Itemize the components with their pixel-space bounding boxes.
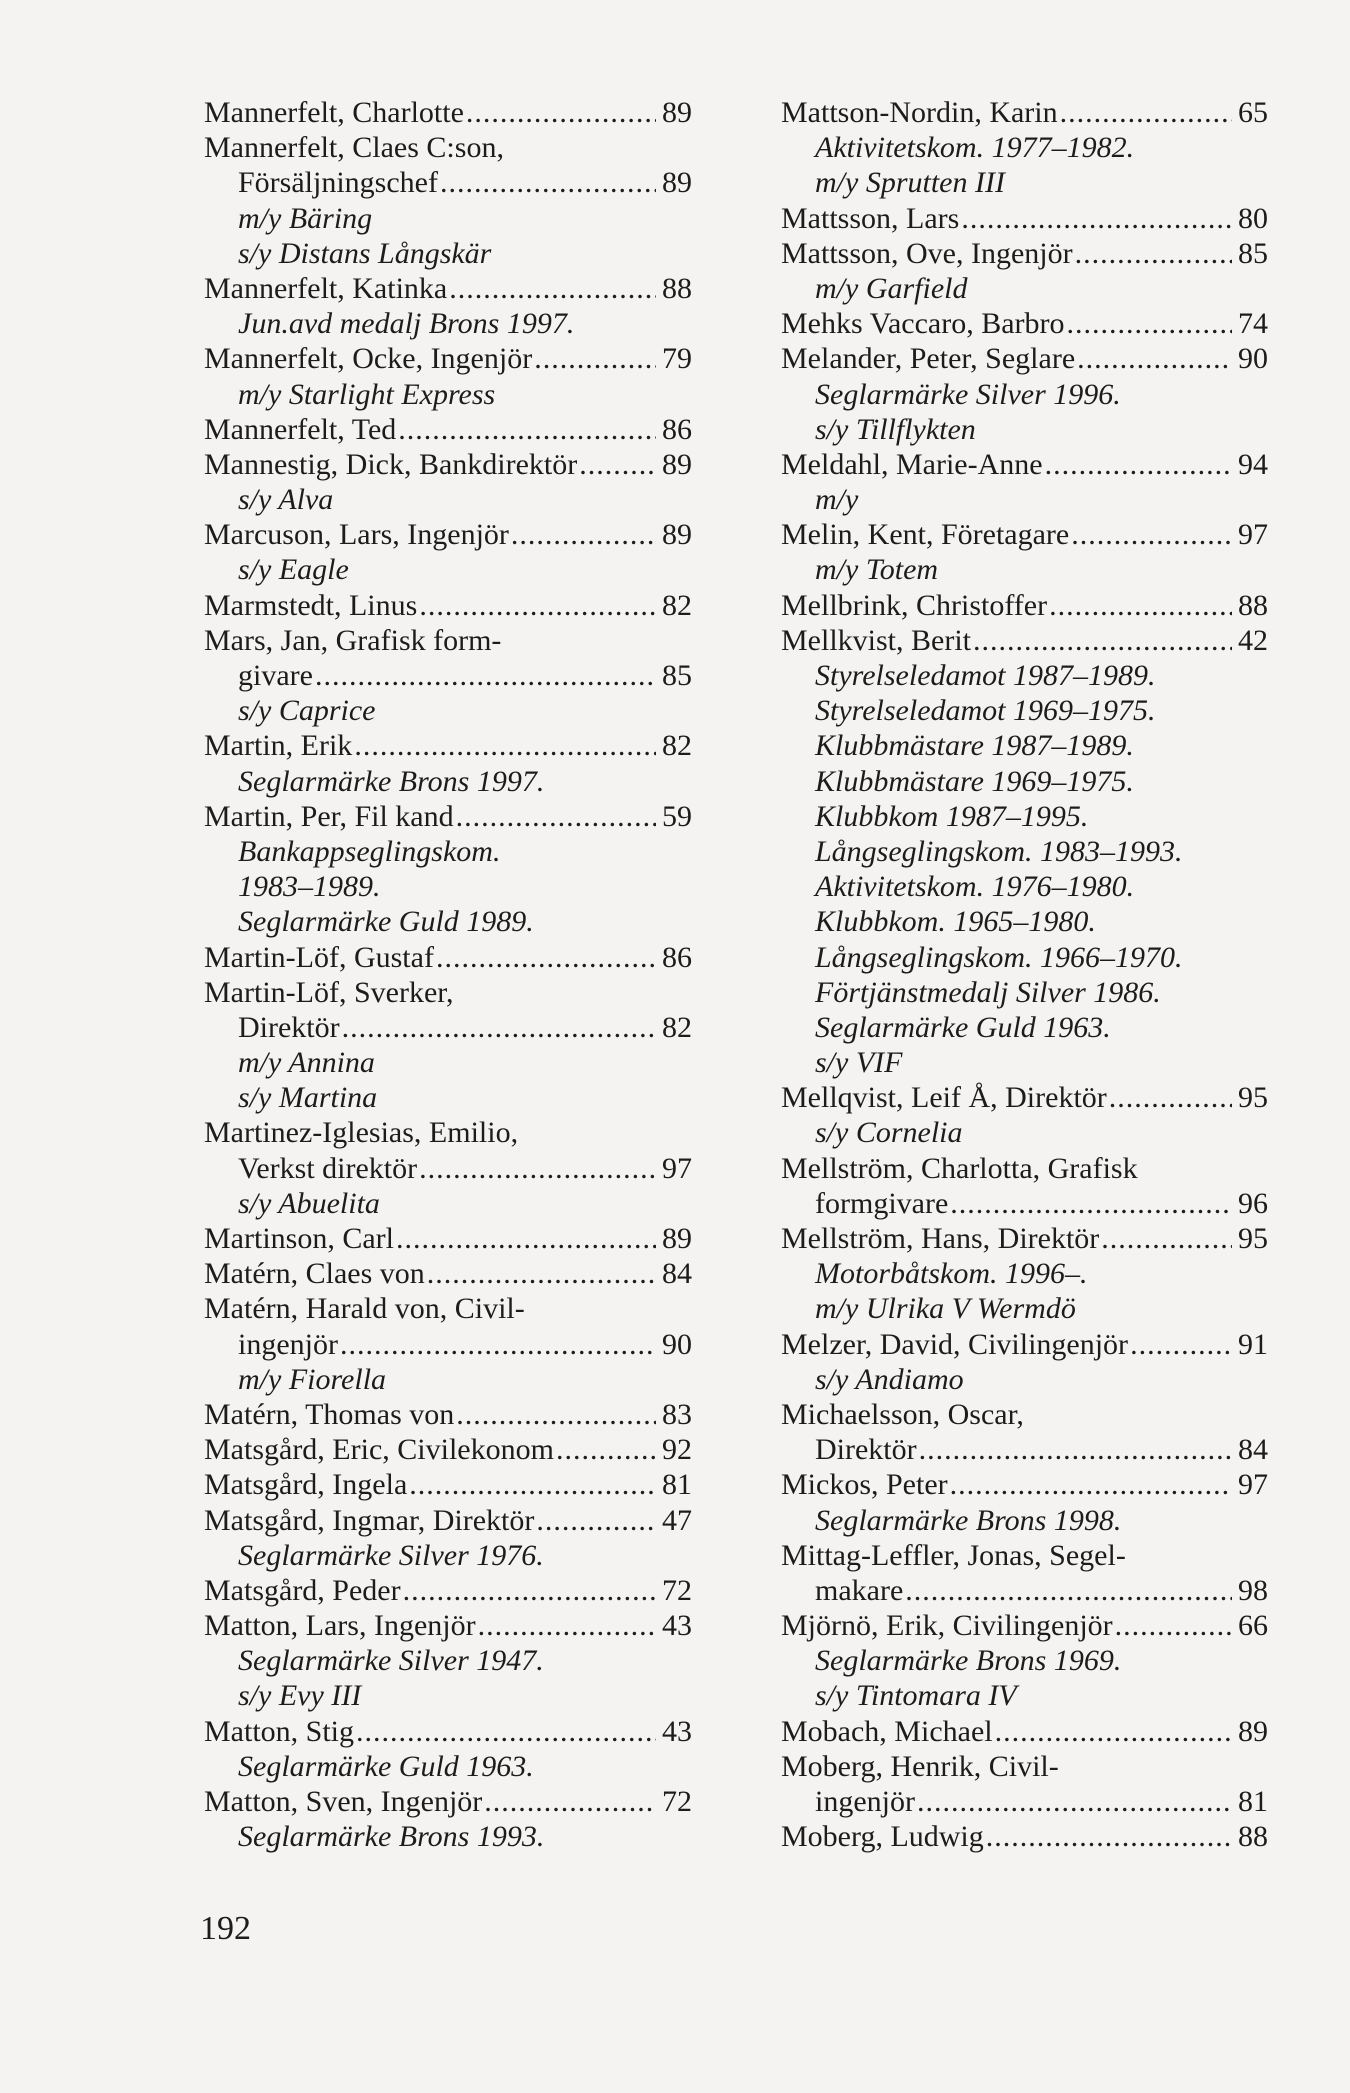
dot-leader bbox=[1067, 306, 1232, 341]
index-entry bbox=[781, 1080, 1268, 1115]
index-entry bbox=[204, 1221, 692, 1256]
entry-name: Mannerfelt, Claes C:son, bbox=[204, 131, 504, 165]
entry-name: Mattsson, Lars bbox=[781, 201, 960, 235]
dot-leader bbox=[1045, 447, 1232, 482]
entry-name: makare bbox=[815, 1573, 904, 1607]
index-note: Seglarmärke Guld 1963. bbox=[815, 1010, 1111, 1044]
entry-name: Matsgård, Ingmar, Direktör bbox=[204, 1503, 535, 1537]
dot-leader bbox=[354, 728, 656, 763]
index-entry bbox=[204, 1151, 692, 1186]
index-note: m/y Fiorella bbox=[238, 1362, 387, 1396]
index-entry bbox=[781, 1432, 1268, 1467]
index-note: s/y Martina bbox=[238, 1081, 378, 1115]
index-entry bbox=[781, 1538, 1268, 1573]
entry-page: 89 bbox=[662, 166, 692, 200]
entry-name: Direktör bbox=[815, 1433, 917, 1467]
dot-leader bbox=[315, 658, 656, 693]
index-note: Aktivitetskom. 1976–1980. bbox=[815, 870, 1135, 904]
entry-name: givare bbox=[238, 659, 313, 692]
index-entry bbox=[204, 799, 692, 834]
page-number: 192 bbox=[200, 1910, 251, 1947]
index-note: Styrelseledamot 1969–1975. bbox=[815, 694, 1156, 728]
entry-page: 88 bbox=[662, 271, 692, 305]
entry-page: 66 bbox=[1238, 1609, 1268, 1643]
dot-leader bbox=[456, 1397, 656, 1432]
index-entry bbox=[781, 588, 1268, 623]
index-note: m/y Garfield bbox=[815, 271, 968, 305]
entry-name: Mannestig, Dick, Bankdirektör bbox=[204, 447, 578, 481]
index-entry bbox=[204, 1397, 692, 1432]
entry-name: ingenjör bbox=[815, 1785, 915, 1818]
entry-name: Mellström, Hans, Direktör bbox=[781, 1222, 1100, 1255]
index-note: s/y Caprice bbox=[238, 694, 376, 728]
entry-page: 90 bbox=[662, 1327, 692, 1361]
index-note: s/y Evy III bbox=[238, 1679, 362, 1713]
entry-page: 97 bbox=[1238, 1468, 1268, 1502]
dot-leader bbox=[356, 1714, 656, 1749]
index-note: s/y Tillflykten bbox=[815, 412, 976, 446]
entry-page: 83 bbox=[662, 1397, 692, 1431]
entry-page: 81 bbox=[1238, 1785, 1268, 1818]
entry-name: Mittag-Leffler, Jonas, Segel- bbox=[781, 1538, 1126, 1572]
index-note: Förtjänstmedalj Silver 1986. bbox=[815, 975, 1161, 1009]
dot-leader bbox=[917, 1784, 1232, 1819]
entry-name: Mellström, Charlotta, Grafisk bbox=[781, 1151, 1138, 1185]
dot-leader bbox=[1130, 1327, 1232, 1362]
dot-leader bbox=[905, 1573, 1232, 1608]
dot-leader bbox=[1101, 1221, 1232, 1256]
entry-name: Mellqvist, Leif Å, Direktör bbox=[781, 1081, 1107, 1115]
dot-leader bbox=[456, 799, 656, 834]
entry-page: 86 bbox=[662, 412, 692, 446]
entry-page: 72 bbox=[662, 1785, 692, 1818]
index-entry bbox=[781, 623, 1268, 658]
entry-page: 74 bbox=[1238, 307, 1268, 341]
dot-leader bbox=[398, 412, 656, 447]
index-note: s/y Cornelia bbox=[815, 1116, 963, 1150]
entry-page: 86 bbox=[662, 940, 692, 974]
index-entry bbox=[204, 940, 692, 975]
entry-name: Matton, Lars, Ingenjör bbox=[204, 1609, 476, 1643]
index-entry bbox=[204, 1256, 692, 1291]
entry-page: 94 bbox=[1238, 447, 1268, 481]
entry-page: 96 bbox=[1238, 1186, 1268, 1220]
dot-leader bbox=[579, 447, 656, 482]
index-entry bbox=[781, 306, 1268, 341]
index-entry bbox=[204, 658, 692, 693]
index-note: Seglarmärke Guld 1963. bbox=[238, 1749, 534, 1783]
index-entry bbox=[781, 447, 1268, 482]
index-entry bbox=[204, 1573, 692, 1608]
entry-name: Mars, Jan, Grafisk form- bbox=[204, 623, 502, 657]
entry-page: 95 bbox=[1238, 1081, 1268, 1115]
index-entry bbox=[204, 1784, 692, 1819]
index-entry bbox=[781, 236, 1268, 271]
dot-leader bbox=[427, 1256, 656, 1291]
entry-name: Mannerfelt, Ocke, Ingenjör bbox=[204, 342, 533, 376]
dot-leader bbox=[449, 271, 656, 306]
entry-name: Marmstedt, Linus bbox=[204, 588, 418, 622]
entry-page: 89 bbox=[662, 96, 692, 129]
dot-leader bbox=[1109, 1080, 1232, 1115]
entry-name: Matérn, Harald von, Civil- bbox=[204, 1292, 525, 1326]
index-entry bbox=[781, 1186, 1268, 1221]
entry-page: 59 bbox=[662, 799, 692, 833]
entry-name: Försäljningschef bbox=[238, 166, 438, 200]
entry-page: 84 bbox=[662, 1257, 692, 1291]
entry-name: Martin, Per, Fil kand bbox=[204, 799, 454, 833]
dot-leader bbox=[484, 1784, 656, 1819]
entry-name: Direktör bbox=[238, 1010, 340, 1044]
dot-leader bbox=[440, 165, 656, 200]
index-entry bbox=[781, 201, 1268, 236]
index-note: m/y Annina bbox=[238, 1046, 375, 1080]
entry-name: Matton, Stig bbox=[204, 1714, 355, 1748]
dot-leader bbox=[534, 341, 656, 376]
index-entry bbox=[781, 1327, 1268, 1362]
index-entry bbox=[204, 1467, 692, 1502]
entry-name: Mellkvist, Berit bbox=[781, 623, 971, 657]
entry-name: Meldahl, Marie-Anne bbox=[781, 447, 1043, 481]
dot-leader bbox=[419, 588, 656, 623]
entry-page: 82 bbox=[662, 1010, 692, 1044]
index-note: s/y Abuelita bbox=[238, 1186, 380, 1220]
entry-name: Matérn, Claes von bbox=[204, 1257, 425, 1291]
entry-name: Matsgård, Peder bbox=[204, 1573, 401, 1607]
index-note: Aktivitetskom. 1977–1982. bbox=[815, 131, 1135, 165]
entry-page: 90 bbox=[1238, 342, 1268, 376]
entry-name: Matton, Sven, Ingenjör bbox=[204, 1785, 483, 1818]
entry-page: 97 bbox=[662, 1151, 692, 1185]
dot-leader bbox=[1077, 341, 1232, 376]
index-entry bbox=[781, 1714, 1268, 1749]
dot-leader bbox=[436, 940, 656, 975]
entry-name: Martinson, Carl bbox=[204, 1222, 394, 1255]
dot-leader bbox=[536, 1503, 656, 1538]
index-entry bbox=[204, 95, 692, 130]
dot-leader bbox=[961, 201, 1232, 236]
dot-leader bbox=[1060, 95, 1232, 130]
entry-page: 89 bbox=[1238, 1714, 1268, 1748]
index-note: Långseglingskom. 1983–1993. bbox=[815, 834, 1183, 868]
entry-name: Mannerfelt, Katinka bbox=[204, 271, 448, 305]
index-note: 1983–1989. bbox=[238, 870, 381, 904]
entry-page: 89 bbox=[662, 447, 692, 481]
dot-leader bbox=[995, 1714, 1232, 1749]
index-entry bbox=[781, 1819, 1268, 1854]
index-entry bbox=[204, 1291, 692, 1326]
entry-page: 89 bbox=[662, 518, 692, 552]
entry-page: 88 bbox=[1238, 588, 1268, 622]
entry-page: 97 bbox=[1238, 518, 1268, 552]
index-note: Klubbmästare 1987–1989. bbox=[815, 729, 1134, 763]
index-entry bbox=[781, 1151, 1268, 1186]
index-entry bbox=[204, 728, 692, 763]
entry-name: Mickos, Peter bbox=[781, 1468, 948, 1502]
entry-page: 65 bbox=[1238, 96, 1268, 129]
index-entry bbox=[781, 1573, 1268, 1608]
index-note: m/y Totem bbox=[815, 553, 939, 587]
index-note: Seglarmärke Silver 1996. bbox=[815, 377, 1121, 411]
entry-name: Mjörnö, Erik, Civilingenjör bbox=[781, 1609, 1113, 1643]
index-note: Jun.avd medalj Brons 1997. bbox=[238, 307, 575, 341]
index-entry bbox=[204, 1432, 692, 1467]
dot-leader bbox=[1049, 588, 1232, 623]
entry-page: 43 bbox=[662, 1714, 692, 1748]
index-column-right bbox=[781, 95, 1268, 1854]
dot-leader bbox=[1071, 517, 1232, 552]
entry-page: 84 bbox=[1238, 1433, 1268, 1467]
entry-name: Matérn, Thomas von bbox=[204, 1397, 455, 1431]
entry-page: 85 bbox=[662, 659, 692, 692]
entry-page: 88 bbox=[1238, 1820, 1268, 1854]
index-note: Klubbmästare 1969–1975. bbox=[815, 764, 1134, 798]
entry-page: 89 bbox=[662, 1222, 692, 1255]
index-note: Seglarmärke Guld 1989. bbox=[238, 905, 534, 939]
index-entry bbox=[204, 271, 692, 306]
entry-name: Moberg, Ludwig bbox=[781, 1820, 984, 1854]
index-note: m/y bbox=[815, 483, 859, 517]
index-note: m/y Ulrika V Wermdö bbox=[815, 1292, 1076, 1326]
entry-page: 80 bbox=[1238, 201, 1268, 235]
entry-name: Mobach, Michael bbox=[781, 1714, 993, 1748]
dot-leader bbox=[950, 1186, 1232, 1221]
index-entry bbox=[204, 341, 692, 376]
index-note: s/y Alva bbox=[238, 483, 334, 517]
entry-name: Mattsson, Ove, Ingenjör bbox=[781, 236, 1073, 270]
entry-name: Moberg, Henrik, Civil- bbox=[781, 1749, 1059, 1783]
index-column-left bbox=[204, 95, 692, 1854]
dot-leader bbox=[403, 1573, 656, 1608]
index-entry bbox=[781, 341, 1268, 376]
index-note: Motorbåtskom. 1996–. bbox=[815, 1257, 1088, 1291]
index-note: s/y Distans Långskär bbox=[238, 236, 492, 270]
index-note: Seglarmärke Brons 1997. bbox=[238, 764, 545, 798]
dot-leader bbox=[409, 1467, 656, 1502]
entry-name: formgivare bbox=[815, 1186, 949, 1220]
dot-leader bbox=[342, 1010, 656, 1045]
dot-leader bbox=[478, 1608, 656, 1643]
index-note: Seglarmärke Brons 1969. bbox=[815, 1644, 1122, 1678]
index-entry bbox=[204, 623, 692, 658]
entry-name: Michaelsson, Oscar, bbox=[781, 1397, 1024, 1431]
entry-name: Martinez-Iglesias, Emilio, bbox=[204, 1116, 519, 1150]
dot-leader bbox=[1075, 236, 1232, 271]
index-entry bbox=[204, 1115, 692, 1150]
index-entry bbox=[204, 1608, 692, 1643]
index-note: Styrelseledamot 1987–1989. bbox=[815, 659, 1156, 692]
index-entry bbox=[781, 1784, 1268, 1819]
index-note: m/y Sprutten III bbox=[815, 166, 1005, 200]
index-entry bbox=[204, 130, 692, 165]
index-entry bbox=[781, 1749, 1268, 1784]
entry-name: Mattson-Nordin, Karin bbox=[781, 96, 1058, 129]
index-note: m/y Starlight Express bbox=[238, 377, 496, 411]
index-entry bbox=[204, 588, 692, 623]
entry-page: 42 bbox=[1238, 623, 1268, 657]
entry-page: 82 bbox=[662, 729, 692, 763]
entry-page: 81 bbox=[662, 1468, 692, 1502]
entry-page: 79 bbox=[662, 342, 692, 376]
index-note: Klubbkom 1987–1995. bbox=[815, 799, 1089, 833]
index-note: s/y Eagle bbox=[238, 553, 349, 587]
entry-page: 95 bbox=[1238, 1222, 1268, 1255]
index-entry bbox=[781, 1467, 1268, 1502]
entry-name: Mehks Vaccaro, Barbro bbox=[781, 307, 1065, 341]
entry-name: Marcuson, Lars, Ingenjör bbox=[204, 518, 509, 552]
index-entry bbox=[204, 1503, 692, 1538]
index-entry bbox=[781, 1608, 1268, 1643]
index-entry bbox=[204, 1714, 692, 1749]
entry-name: Martin-Löf, Gustaf bbox=[204, 940, 434, 974]
entry-page: 72 bbox=[662, 1573, 692, 1607]
entry-name: Martin, Erik bbox=[204, 729, 353, 763]
entry-name: Melzer, David, Civilingenjör bbox=[781, 1327, 1129, 1361]
dot-leader bbox=[973, 623, 1232, 658]
dot-leader bbox=[396, 1221, 656, 1256]
index-note: Seglarmärke Brons 1993. bbox=[238, 1820, 545, 1854]
entry-page: 92 bbox=[662, 1433, 692, 1467]
index-note: Långseglingskom. 1966–1970. bbox=[815, 940, 1183, 974]
index-entry bbox=[204, 517, 692, 552]
dot-leader bbox=[1115, 1608, 1232, 1643]
index-entry bbox=[204, 412, 692, 447]
entry-name: Melander, Peter, Seglare bbox=[781, 342, 1076, 376]
index-entry bbox=[204, 165, 692, 200]
entry-name: Verkst direktör bbox=[238, 1151, 418, 1185]
entry-page: 82 bbox=[662, 588, 692, 622]
index-entry bbox=[204, 1327, 692, 1362]
index-entry bbox=[781, 1397, 1268, 1432]
dot-leader bbox=[556, 1432, 656, 1467]
entry-name: Matsgård, Eric, Civilekonom bbox=[204, 1433, 554, 1467]
index-entry bbox=[781, 1221, 1268, 1256]
entry-name: Mellbrink, Christoffer bbox=[781, 588, 1048, 622]
dot-leader bbox=[466, 95, 656, 130]
dot-leader bbox=[950, 1467, 1232, 1502]
entry-page: 91 bbox=[1238, 1327, 1268, 1361]
index-note: s/y VIF bbox=[815, 1046, 903, 1080]
index-note: Seglarmärke Brons 1998. bbox=[815, 1503, 1122, 1537]
entry-name: ingenjör bbox=[238, 1327, 338, 1361]
entry-name: Mannerfelt, Charlotte bbox=[204, 96, 464, 129]
index-note: m/y Bäring bbox=[238, 201, 373, 235]
index-note: Bankappseglingskom. bbox=[238, 834, 501, 868]
index-entry bbox=[781, 95, 1268, 130]
dot-leader bbox=[511, 517, 656, 552]
dot-leader bbox=[419, 1151, 656, 1186]
dot-leader bbox=[986, 1819, 1232, 1854]
entry-name: Matsgård, Ingela bbox=[204, 1468, 408, 1502]
index-note: s/y Andiamo bbox=[815, 1362, 964, 1396]
entry-name: Melin, Kent, Företagare bbox=[781, 518, 1070, 552]
index-note: Klubbkom. 1965–1980. bbox=[815, 905, 1096, 939]
index-note: s/y Tintomara IV bbox=[815, 1679, 1017, 1713]
index-entry bbox=[781, 517, 1268, 552]
index-note: Seglarmärke Silver 1947. bbox=[238, 1644, 544, 1678]
entry-name: Martin-Löf, Sverker, bbox=[204, 975, 454, 1009]
entry-name: Mannerfelt, Ted bbox=[204, 412, 397, 446]
index-note: Seglarmärke Silver 1976. bbox=[238, 1538, 544, 1572]
index-entry bbox=[204, 975, 692, 1010]
entry-page: 85 bbox=[1238, 236, 1268, 270]
index-entry bbox=[204, 1010, 692, 1045]
dot-leader bbox=[340, 1327, 656, 1362]
entry-page: 98 bbox=[1238, 1573, 1268, 1607]
entry-page: 43 bbox=[662, 1609, 692, 1643]
index-entry bbox=[204, 447, 692, 482]
entry-page: 47 bbox=[662, 1503, 692, 1537]
dot-leader bbox=[919, 1432, 1232, 1467]
